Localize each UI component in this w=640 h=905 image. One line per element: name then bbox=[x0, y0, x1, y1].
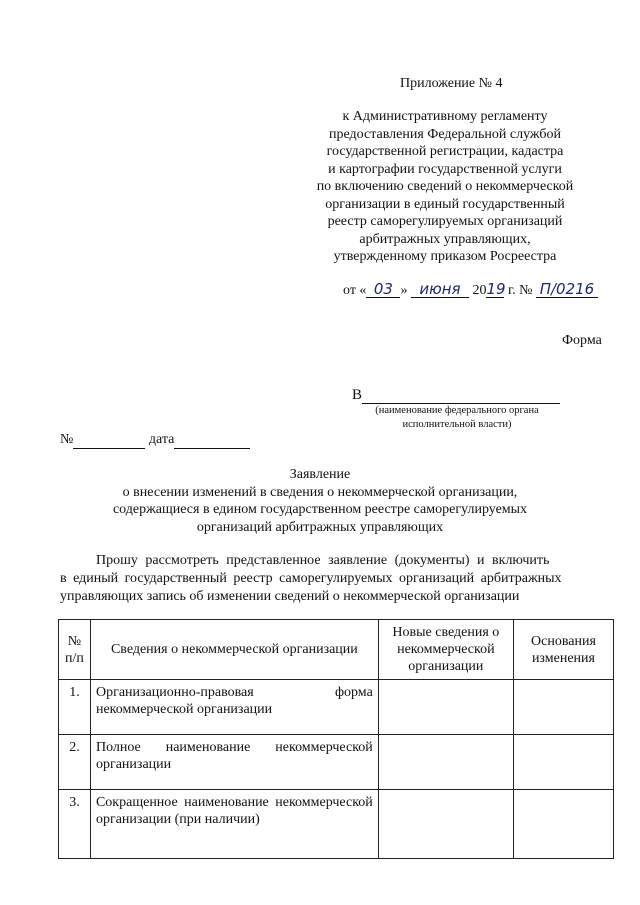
document-title bbox=[60, 466, 580, 536]
date-label: дата bbox=[148, 432, 175, 447]
addressee-hint-line: (наименование федерального органа bbox=[375, 405, 539, 416]
addressee-blank[interactable] bbox=[362, 387, 560, 404]
order-day: 03 bbox=[366, 281, 400, 298]
order-line bbox=[343, 281, 598, 299]
table-row bbox=[59, 680, 614, 735]
regulation-line: государственной регистрации, кадастра bbox=[326, 144, 564, 159]
order-year-suffix: 19 bbox=[486, 280, 506, 298]
paragraph-line: управляющих запись об изменении сведений о некоммерческой организации bbox=[60, 589, 520, 604]
header-info: Сведения о некоммерческой организации bbox=[90, 620, 378, 680]
regulation-line: и картографии государственной услуги bbox=[328, 161, 562, 177]
title-line: Заявление bbox=[289, 467, 351, 482]
number-label: № bbox=[60, 432, 74, 447]
header-num: № п/п bbox=[59, 620, 91, 680]
row-new-info-cell[interactable] bbox=[378, 790, 513, 859]
row-new-info-cell[interactable] bbox=[378, 680, 513, 735]
paragraph-line: Прошу рассмотреть представленное заявление (документы) и включить bbox=[96, 553, 550, 568]
regulation-reference bbox=[300, 108, 590, 266]
regulation-line: реестр саморегулируемых организаций bbox=[327, 214, 563, 229]
number-date-line bbox=[60, 432, 250, 449]
row-new-info-cell[interactable] bbox=[378, 735, 513, 790]
order-month: июня bbox=[411, 281, 469, 298]
addressee-field[interactable] bbox=[352, 387, 560, 404]
regulation-line: арбитражных управляющих, bbox=[359, 231, 531, 247]
row-basis-cell[interactable] bbox=[513, 735, 613, 790]
title-line: организаций арбитражных управляющих bbox=[196, 519, 444, 535]
addressee-hint-line: исполнительной власти) bbox=[402, 419, 512, 430]
row-basis-cell[interactable] bbox=[513, 790, 613, 859]
title-line: о внесении изменений в сведения о некоммерческой организации, bbox=[122, 484, 518, 500]
number-blank[interactable] bbox=[73, 432, 145, 449]
changes-table bbox=[58, 619, 614, 859]
header-new-info: Новые сведения о некоммерческой организации bbox=[378, 620, 513, 680]
row-info: Сокращенное наименование некоммерческой организации (при наличии) bbox=[90, 790, 378, 859]
addressee-hint bbox=[352, 404, 562, 432]
row-num: 1. bbox=[59, 680, 91, 735]
row-info: Полное наименование некоммерческой организации bbox=[90, 735, 378, 790]
date-blank[interactable] bbox=[174, 432, 250, 449]
order-from-label: от « bbox=[343, 283, 367, 298]
table-header-row bbox=[59, 620, 614, 680]
title-line: содержащиеся в едином государственном реестре саморегулируемых bbox=[112, 502, 528, 517]
table-row bbox=[59, 790, 614, 859]
row-num: 3. bbox=[59, 790, 91, 859]
header-basis: Основания изменения bbox=[513, 620, 613, 680]
row-num: 2. bbox=[59, 735, 91, 790]
addressee-prefix: В bbox=[352, 387, 363, 403]
request-paragraph bbox=[60, 552, 582, 606]
paragraph-line: в единый государственный реестр саморегулируемых организаций арбитражных bbox=[60, 571, 562, 586]
table-row bbox=[59, 735, 614, 790]
order-month-sep: » bbox=[400, 283, 408, 298]
order-year-prefix: 20 bbox=[472, 283, 487, 298]
order-number: П/0216 bbox=[536, 281, 598, 298]
regulation-line: к Административному регламенту bbox=[342, 109, 548, 124]
regulation-line: утвержденному приказом Росреестра bbox=[333, 249, 557, 264]
form-label: Форма bbox=[562, 333, 602, 348]
regulation-line: по включению сведений о некоммерческой bbox=[316, 179, 574, 194]
row-basis-cell[interactable] bbox=[513, 680, 613, 735]
appendix-title: Приложение № 4 bbox=[400, 76, 503, 91]
row-info: Организационно-правовая форма некоммерческой организации bbox=[90, 680, 378, 735]
regulation-line: предоставления Федеральной службой bbox=[329, 126, 561, 142]
regulation-line: организации в единый государственный bbox=[325, 196, 565, 212]
order-year-label: г. № bbox=[507, 283, 533, 298]
